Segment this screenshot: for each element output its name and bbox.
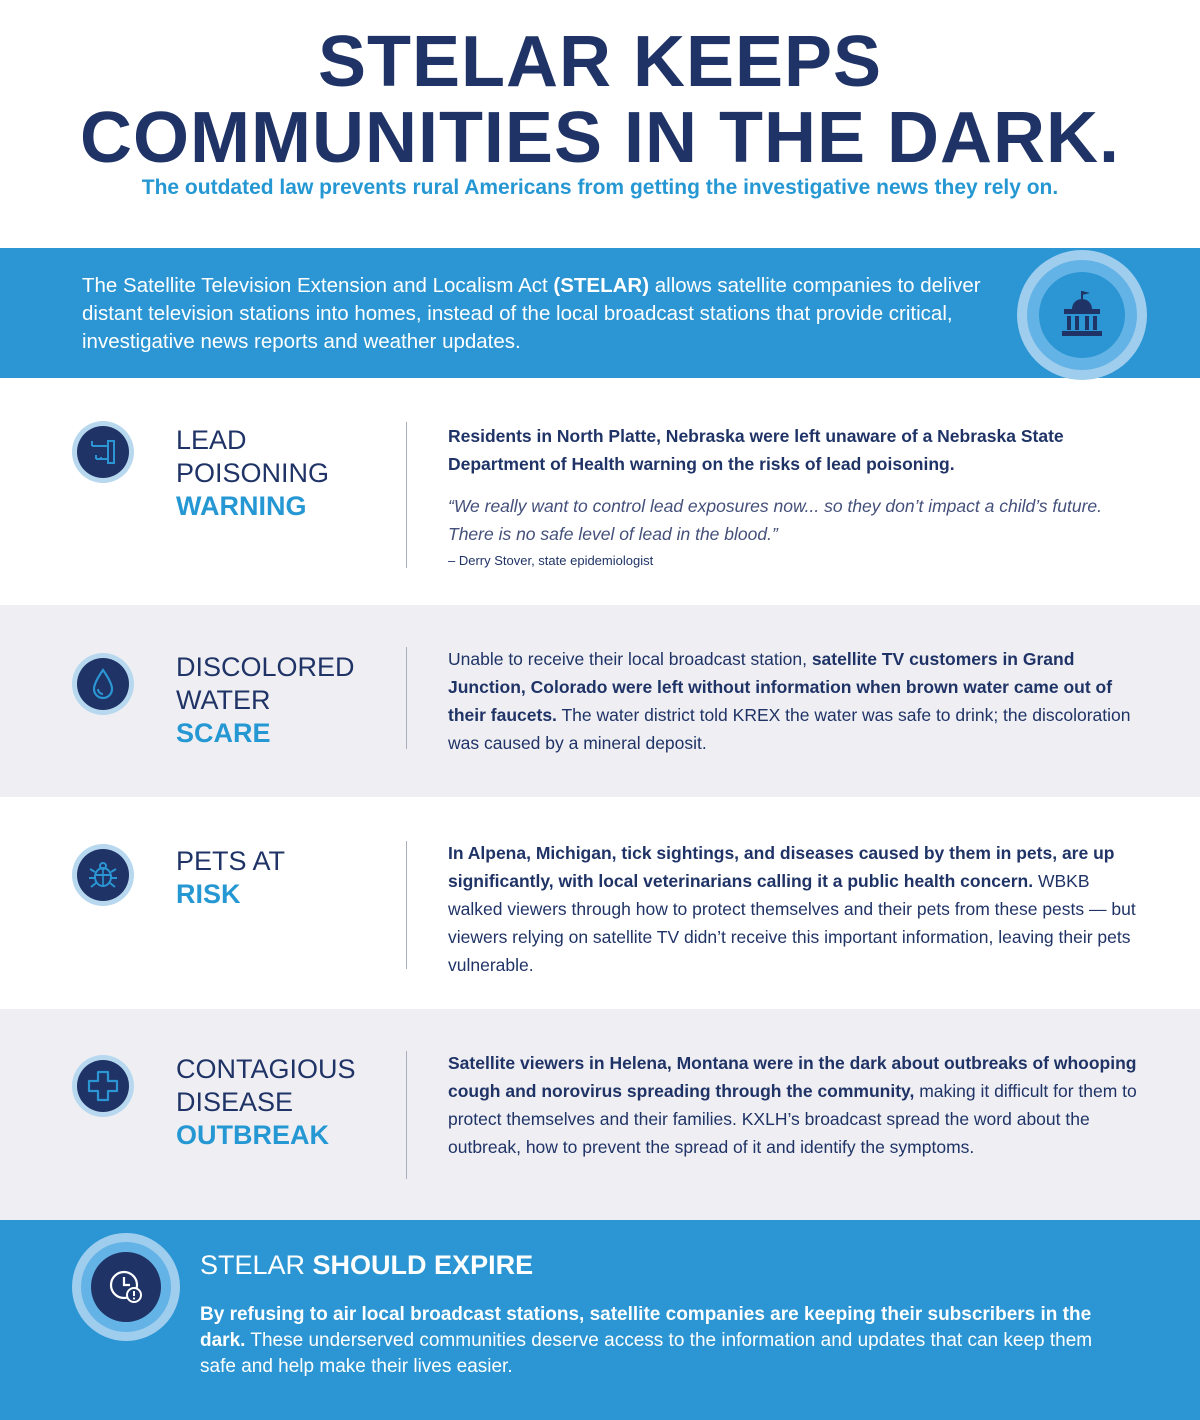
footer-text: By refusing to air local broadcast stations, satellite companies are keeping their subscribers in the dark. These underserved communities deserve access to the information and updates that can keep them safe and help make their lives easier. [200, 1304, 1093, 1377]
tick-bug-icon [84, 856, 122, 894]
clock-alert-icon [104, 1265, 148, 1309]
faucet-icon [84, 433, 122, 471]
footer-badge [72, 1233, 180, 1341]
divider [406, 841, 407, 969]
intro-text: The Satellite Television Extension and Localism Act (STELAR) allows satellite companies to deliver distant television stations into homes, instead of the local broadcast stations that provide critical, investigative news reports and weather updates. [82, 274, 981, 353]
divider [406, 422, 407, 568]
section-body: Unable to receive their local broadcast station, satellite TV customers in Grand Junction, Colorado were left without information when brown water came out of their faucets. The water district told KREX the water was safe to drink; the discoloration was caused by a mineral deposit. [448, 649, 1131, 753]
section-body: Residents in North Platte, Nebraska were left unaware of a Nebraska State Department of Health warning on the risks of lead poisoning. [448, 426, 1064, 474]
section-lead-poisoning [0, 380, 1200, 605]
section-discolored-water [0, 605, 1200, 797]
section-pets-at-risk [0, 797, 1200, 1009]
page-subtitle: The outdated law prevents rural Americans from getting the investigative news they rely on. [141, 176, 1059, 199]
section-contagious-disease [0, 1009, 1200, 1220]
section-heading: CONTAGIOUS DISEASE OUTBREAK [176, 1054, 356, 1150]
section-body: Satellite viewers in Helena, Montana were in the dark about outbreaks of whooping cough and norovirus spreading through the community, making it difficult for them to protect themselves and their families. KXLH’s broadcast spread the word about the outbreak, how to prevent the spread of it and identify the symptoms. [448, 1053, 1137, 1157]
icon-badge [72, 421, 134, 483]
icon-badge [72, 653, 134, 715]
divider [406, 647, 407, 749]
header [0, 0, 1200, 248]
quote-attribution: – Derry Stover, state epidemiologist [448, 553, 654, 568]
icon-badge [72, 1055, 134, 1117]
section-body: In Alpena, Michigan, tick sightings, and diseases caused by them in pets, are up significantly, with local veterinarians calling it a public health concern. WBKB walked viewers through how to protect themselves and their pets from these pests — but viewers relying on satellite TV didn’t receive this important information, leaving their pets vulnerable. [448, 843, 1136, 975]
divider [406, 1051, 407, 1179]
section-quote: “We really want to control lead exposures now... so they don’t impact a child’s future. There is no safe level of lead in the blood.” [448, 496, 1102, 544]
section-heading: LEAD POISONING WARNING [176, 425, 330, 521]
intro-badge [1017, 250, 1147, 380]
page-title-line1: STELAR KEEPS [317, 22, 883, 102]
section-heading: DISCOLORED WATER SCARE [176, 652, 355, 748]
icon-badge [72, 844, 134, 906]
medical-cross-icon [84, 1067, 122, 1105]
section-heading: PETS AT RISK [176, 846, 286, 909]
page-title-line2: COMMUNITIES IN THE DARK. [80, 98, 1120, 178]
capitol-building-icon [1052, 285, 1112, 345]
footer-heading: STELAR SHOULD EXPIRE [200, 1250, 534, 1280]
water-drop-icon [84, 665, 122, 703]
